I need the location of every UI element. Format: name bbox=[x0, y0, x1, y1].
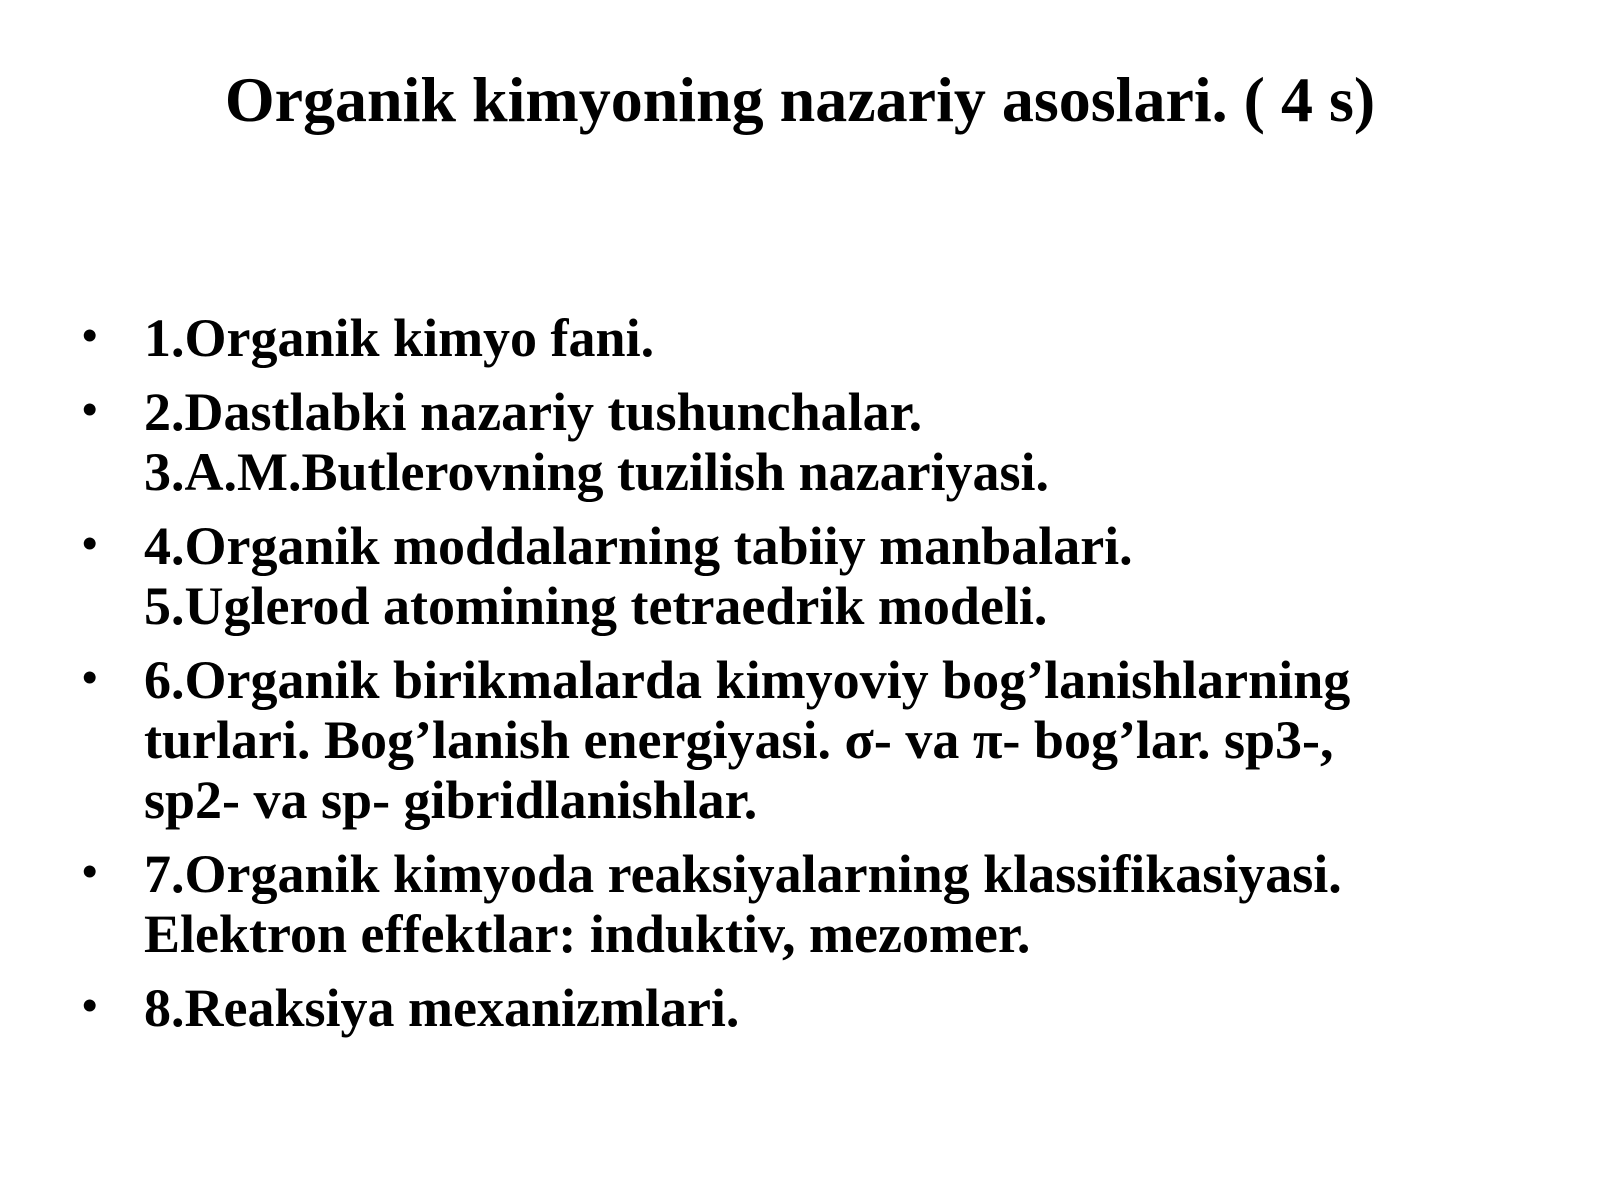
list-item bbox=[80, 844, 1580, 964]
list-item bbox=[80, 516, 1580, 636]
list-item-text: 5.Uglerod atomining tetraedrik modeli. bbox=[144, 576, 1048, 636]
bullet-icon: • bbox=[82, 847, 98, 896]
list-item bbox=[80, 308, 1580, 368]
list-item-text: turlari. Bog’lanish energiyasi. σ- va π- bog’lar. sp3-, bbox=[144, 710, 1334, 770]
list-item bbox=[80, 650, 1580, 830]
list-item-text: Elektron effektlar: induktiv, mezomer. bbox=[144, 904, 1031, 964]
bullet-icon: • bbox=[82, 519, 98, 568]
bullet-icon: • bbox=[82, 385, 98, 434]
list-item-text: sp2- va sp- gibridlanishlar. bbox=[144, 770, 758, 830]
list-item-text: 6.Organik birikmalarda kimyoviy bog’lanishlarning bbox=[144, 650, 1351, 710]
list-item-text: 7.Organik kimyoda reaksiyalarning klassifikasiyasi. bbox=[144, 844, 1342, 904]
bullet-icon: • bbox=[82, 653, 98, 702]
list-item bbox=[80, 382, 1580, 502]
list-item-text: 8.Reaksiya mexanizmlari. bbox=[144, 978, 740, 1038]
bullet-icon: • bbox=[82, 981, 98, 1030]
list-item-text: 2.Dastlabki nazariy tushunchalar. bbox=[144, 382, 923, 442]
topic-list bbox=[80, 308, 1580, 1052]
bullet-icon: • bbox=[82, 311, 98, 360]
slide-title: Organik kimyoning nazariy asoslari. ( 4 s) bbox=[224, 64, 1376, 135]
list-item-text: 4.Organik moddalarning tabiiy manbalari. bbox=[144, 516, 1133, 576]
list-item bbox=[80, 978, 1580, 1038]
list-item-text: 3.A.M.Butlerovning tuzilish nazariyasi. bbox=[144, 442, 1050, 502]
list-item-text: 1.Organik kimyo fani. bbox=[144, 308, 655, 368]
